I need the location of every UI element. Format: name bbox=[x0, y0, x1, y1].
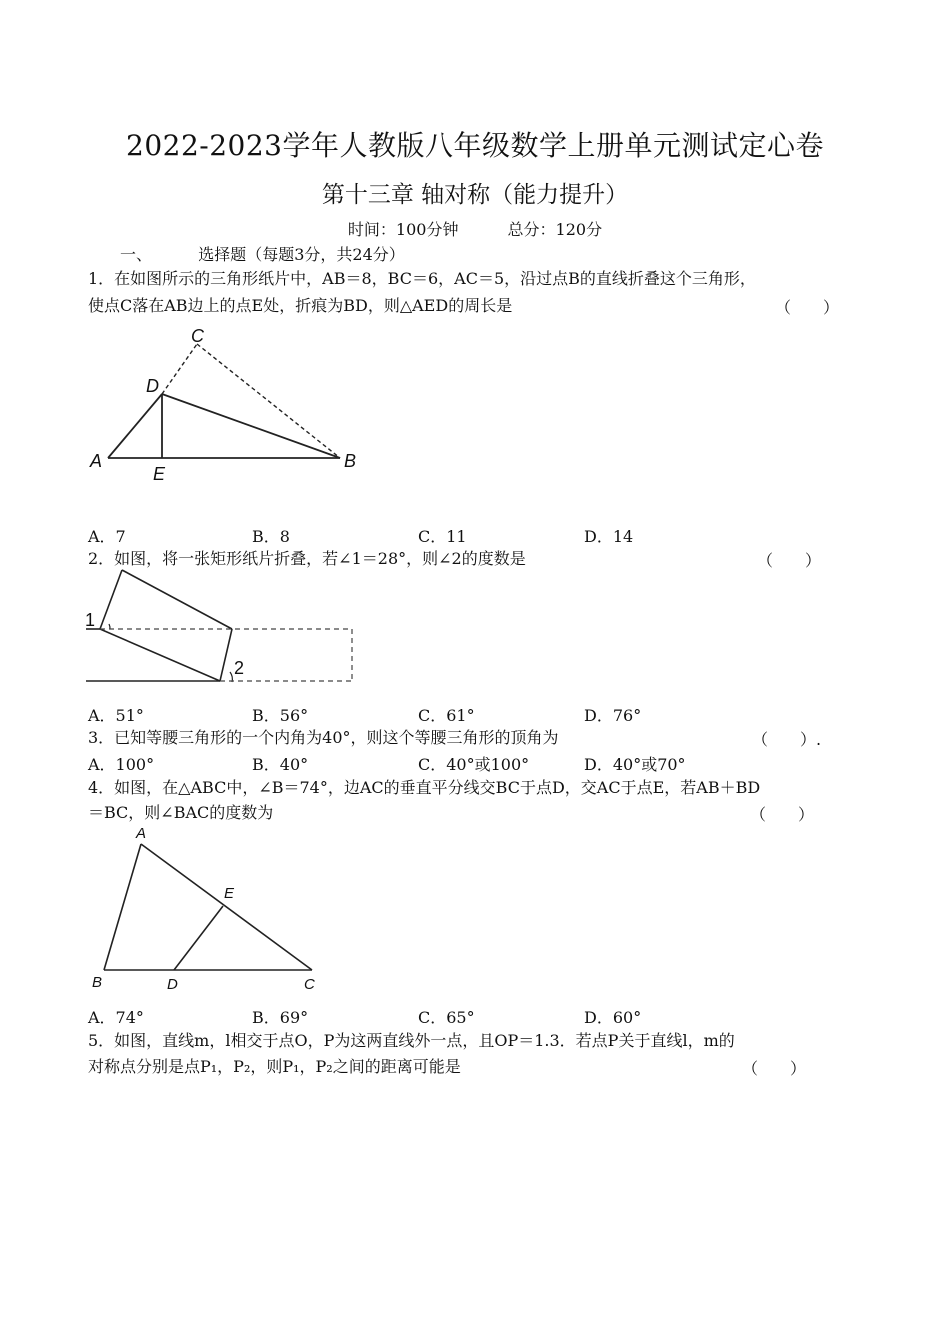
q4-label-e: E bbox=[224, 885, 235, 902]
q4-text-line1: 4．如图，在△ABC中，∠B＝74°，边AC的垂直平分线交BC于点D，交AC于点E，若AB＋BD bbox=[88, 778, 761, 797]
q2-option-c: C．61° bbox=[418, 706, 475, 725]
q2-label-1: 1 bbox=[85, 610, 96, 630]
q4-option-a: A．74° bbox=[88, 1008, 144, 1027]
q2-answer-paren: （ ） bbox=[757, 551, 822, 570]
q1-figure bbox=[80, 322, 380, 492]
q5-answer-paren: （ ） bbox=[742, 1059, 807, 1078]
q1-option-d: D．14 bbox=[584, 527, 634, 546]
q2-folded-left-edge bbox=[100, 570, 122, 629]
q4-label-b: B bbox=[92, 974, 103, 991]
q3-option-b: B．40° bbox=[252, 755, 309, 774]
q4-side-ab bbox=[104, 844, 141, 970]
q4-bisector-de bbox=[174, 906, 223, 970]
q4-option-d: D．60° bbox=[584, 1008, 642, 1027]
q4-figure bbox=[86, 822, 326, 996]
q3-option-a: A．100° bbox=[88, 755, 155, 774]
q4-label-c: C bbox=[304, 976, 315, 993]
q3-answer-paren: （ ）. bbox=[752, 730, 822, 749]
q1-option-c: C．11 bbox=[418, 527, 467, 546]
q4-option-c: C．65° bbox=[418, 1008, 475, 1027]
q5-text-line2: 对称点分别是点P₁，P₂，则P₁，P₂之间的距离可能是 bbox=[88, 1057, 461, 1076]
q4-answer-paren: （ ） bbox=[750, 805, 815, 824]
q2-label-2: 2 bbox=[234, 658, 245, 678]
q1-answer-paren: （ ） bbox=[775, 298, 840, 317]
q1-label-e: E bbox=[153, 464, 166, 484]
q4-label-d: D bbox=[167, 976, 178, 993]
q4-side-ac bbox=[141, 844, 312, 970]
q2-option-b: B．56° bbox=[252, 706, 309, 725]
page-title: 2022-2023学年人教版八年级数学上册单元测试定心卷 bbox=[126, 129, 824, 162]
q2-text: 2．如图，将一张矩形纸片折叠，若∠1＝28°，则∠2的度数是 bbox=[88, 549, 526, 568]
q1-option-a: A．7 bbox=[88, 527, 126, 546]
q5-text-line1: 5．如图，直线m，l相交于点O，P为这两直线外一点，且OP＝1.3．若点P关于直线l，m的 bbox=[88, 1031, 735, 1050]
q2-option-d: D．76° bbox=[584, 706, 642, 725]
q1-text-line1: 1．在如图所示的三角形纸片中，AB＝8，BC＝6，AC＝5，沿过点B的直线折叠这个三角形， bbox=[88, 269, 756, 288]
q2-folded-top-edge bbox=[122, 570, 232, 629]
q4-option-b: B．69° bbox=[252, 1008, 309, 1027]
q1-dashed-dc bbox=[162, 344, 197, 394]
q1-label-d: D bbox=[146, 376, 159, 396]
q1-label-b: B bbox=[344, 451, 357, 471]
q1-option-b: B．8 bbox=[252, 527, 290, 546]
q2-angle1-arc bbox=[109, 624, 110, 629]
section-header bbox=[120, 244, 405, 266]
q4-text-line2: ＝BC，则∠BAC的度数为 bbox=[88, 803, 274, 822]
q2-figure bbox=[82, 566, 362, 690]
section-number: 一、 bbox=[120, 245, 153, 264]
section-label: 选择题（每题3分，共24分） bbox=[198, 245, 405, 264]
q1-text-line2: 使点C落在AB边上的点E处，折痕为BD，则△AED的周长是 bbox=[88, 296, 513, 315]
exam-time: 时间：100分钟 bbox=[347, 220, 459, 239]
q1-dashed-cb bbox=[197, 344, 340, 458]
exam-total: 总分：120分 bbox=[507, 220, 603, 239]
q3-text: 3．已知等腰三角形的一个内角为40°，则这个等腰三角形的顶角为 bbox=[88, 728, 559, 747]
q1-label-c: C bbox=[191, 326, 204, 346]
q2-folded-bottom-edge bbox=[100, 629, 220, 681]
page-subtitle: 第十三章 轴对称（能力提升） bbox=[321, 182, 629, 208]
q3-option-c: C．40°或100° bbox=[418, 755, 530, 774]
q2-option-a: A．51° bbox=[88, 706, 144, 725]
exam-meta bbox=[0, 217, 950, 240]
q1-side-ad bbox=[108, 394, 162, 458]
q3-option-d: D．40°或70° bbox=[584, 755, 686, 774]
q4-label-a: A bbox=[136, 825, 147, 842]
q1-crease-bd bbox=[162, 394, 340, 458]
q1-label-a: A bbox=[90, 451, 103, 471]
